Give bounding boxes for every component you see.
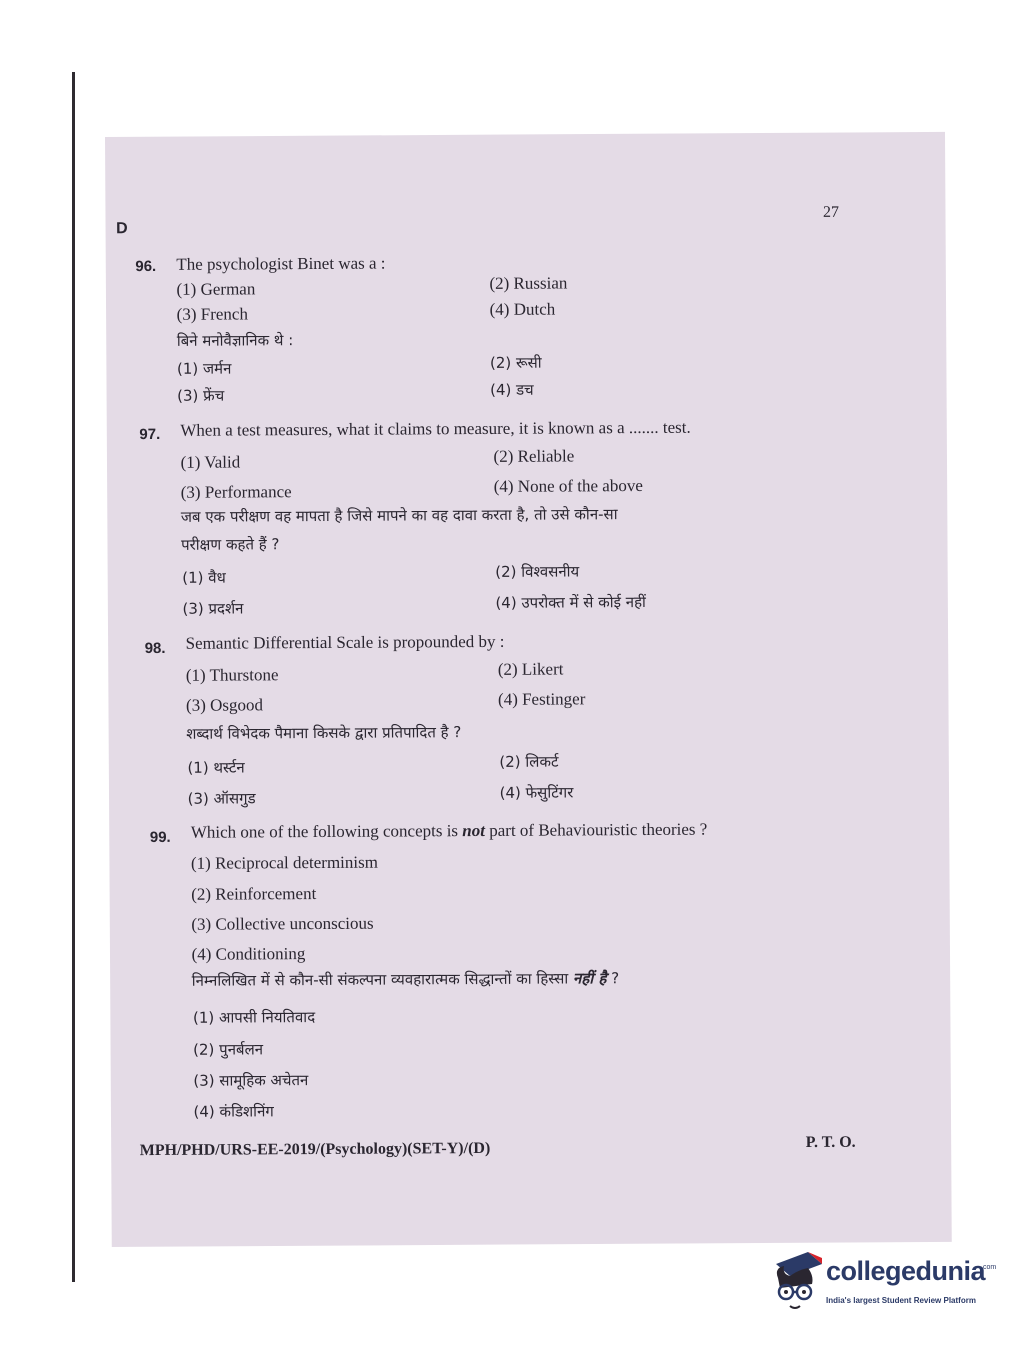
option-hi: (2) रूसी [489, 353, 542, 372]
option-hi: (1) वैध [182, 568, 226, 587]
option-en: (3) Osgood [185, 695, 264, 715]
option-en: (1) Reciprocal determinism [190, 852, 378, 873]
question-text-en: Which one of the following concepts is not part of Behaviouristic theories ? [190, 819, 708, 842]
logo-suffix: .com [981, 1264, 997, 1271]
option-en: (1) Valid [180, 452, 241, 472]
question-text-hi: शब्दार्थ विभेदक पैमाना किसके द्वारा प्रतिपादित है ? [186, 723, 462, 743]
question-number: 96. [135, 257, 157, 276]
option-hi: (3) फ्रेंच [177, 386, 225, 405]
option-en: (1) German [176, 279, 256, 299]
pto-label: P. T. O. [805, 1133, 856, 1152]
option-en: (4) Festinger [497, 689, 586, 709]
option-en: (3) French [176, 304, 248, 324]
question-number: 97. [139, 425, 161, 444]
question-number: 99. [149, 828, 171, 847]
option-hi: (1) आपसी नियतिवाद [192, 1008, 316, 1027]
option-en: (3) Performance [180, 482, 292, 502]
option-en: (2) Likert [497, 659, 564, 679]
option-hi: (2) विश्वसनीय [495, 562, 580, 581]
option-hi: (3) ऑसगुड [187, 789, 256, 808]
logo-wordmark: collegedunia [826, 1256, 986, 1286]
option-en: (2) Russian [489, 273, 568, 293]
option-hi: (2) लिकर्ट [499, 752, 559, 771]
question-number: 98. [144, 639, 166, 658]
question-text-en: Semantic Differential Scale is propounded by : [185, 631, 505, 653]
question-text-en: When a test measures, what it claims to measure, it is known as a ....... test. [180, 417, 691, 440]
question-text-en: The psychologist Binet was a : [176, 253, 386, 274]
option-hi: (4) डच [490, 380, 534, 399]
option-en: (4) Conditioning [191, 944, 306, 964]
option-en: (4) Dutch [489, 299, 556, 319]
set-label: D [116, 220, 128, 238]
question-text-hi: जब एक परीक्षण वह मापता है जिसे मापने का वह दावा करता है, तो उसे कौन-सा [180, 505, 618, 526]
option-hi: (3) सामूहिक अचेतन [193, 1071, 309, 1090]
option-hi: (4) फेसुटिंगर [499, 783, 574, 802]
option-hi: (2) पुनर्बलन [193, 1040, 264, 1059]
option-hi: (1) थर्स्टन [187, 758, 245, 777]
collegedunia-logo [768, 1248, 997, 1318]
option-hi: (3) प्रदर्शन [182, 599, 244, 618]
paper-code: MPH/PHD/URS-EE-2019/(Psychology)(SET-Y)/(D) [139, 1139, 491, 1160]
option-en: (2) Reinforcement [191, 884, 317, 904]
emphasis-not: not [462, 820, 486, 841]
option-hi: (1) जर्मन [176, 359, 232, 378]
option-en: (1) Thurstone [185, 665, 279, 685]
mascot-icon [768, 1248, 824, 1318]
question-text-hi: निम्नलिखित में से कौन-सी संकल्पना व्यवहारात्मक सिद्धान्तों का हिस्सा नहीं है ? [191, 969, 620, 990]
question-text-hi: बिने मनोवैज्ञानिक थे : [176, 331, 294, 350]
logo-tagline: India's largest Student Review Platform [826, 1296, 976, 1305]
option-en: (3) Collective unconscious [191, 913, 374, 934]
option-en: (2) Reliable [493, 446, 575, 466]
option-en: (4) None of the above [493, 476, 643, 496]
option-hi: (4) कंडिशनिंग [193, 1102, 274, 1121]
question-text-hi: परीक्षण कहते हैं ? [180, 535, 280, 554]
page-number: 27 [822, 203, 840, 221]
option-hi: (4) उपरोक्त में से कोई नहीं [495, 592, 646, 612]
emphasis-nahin: नहीं है [572, 969, 607, 988]
